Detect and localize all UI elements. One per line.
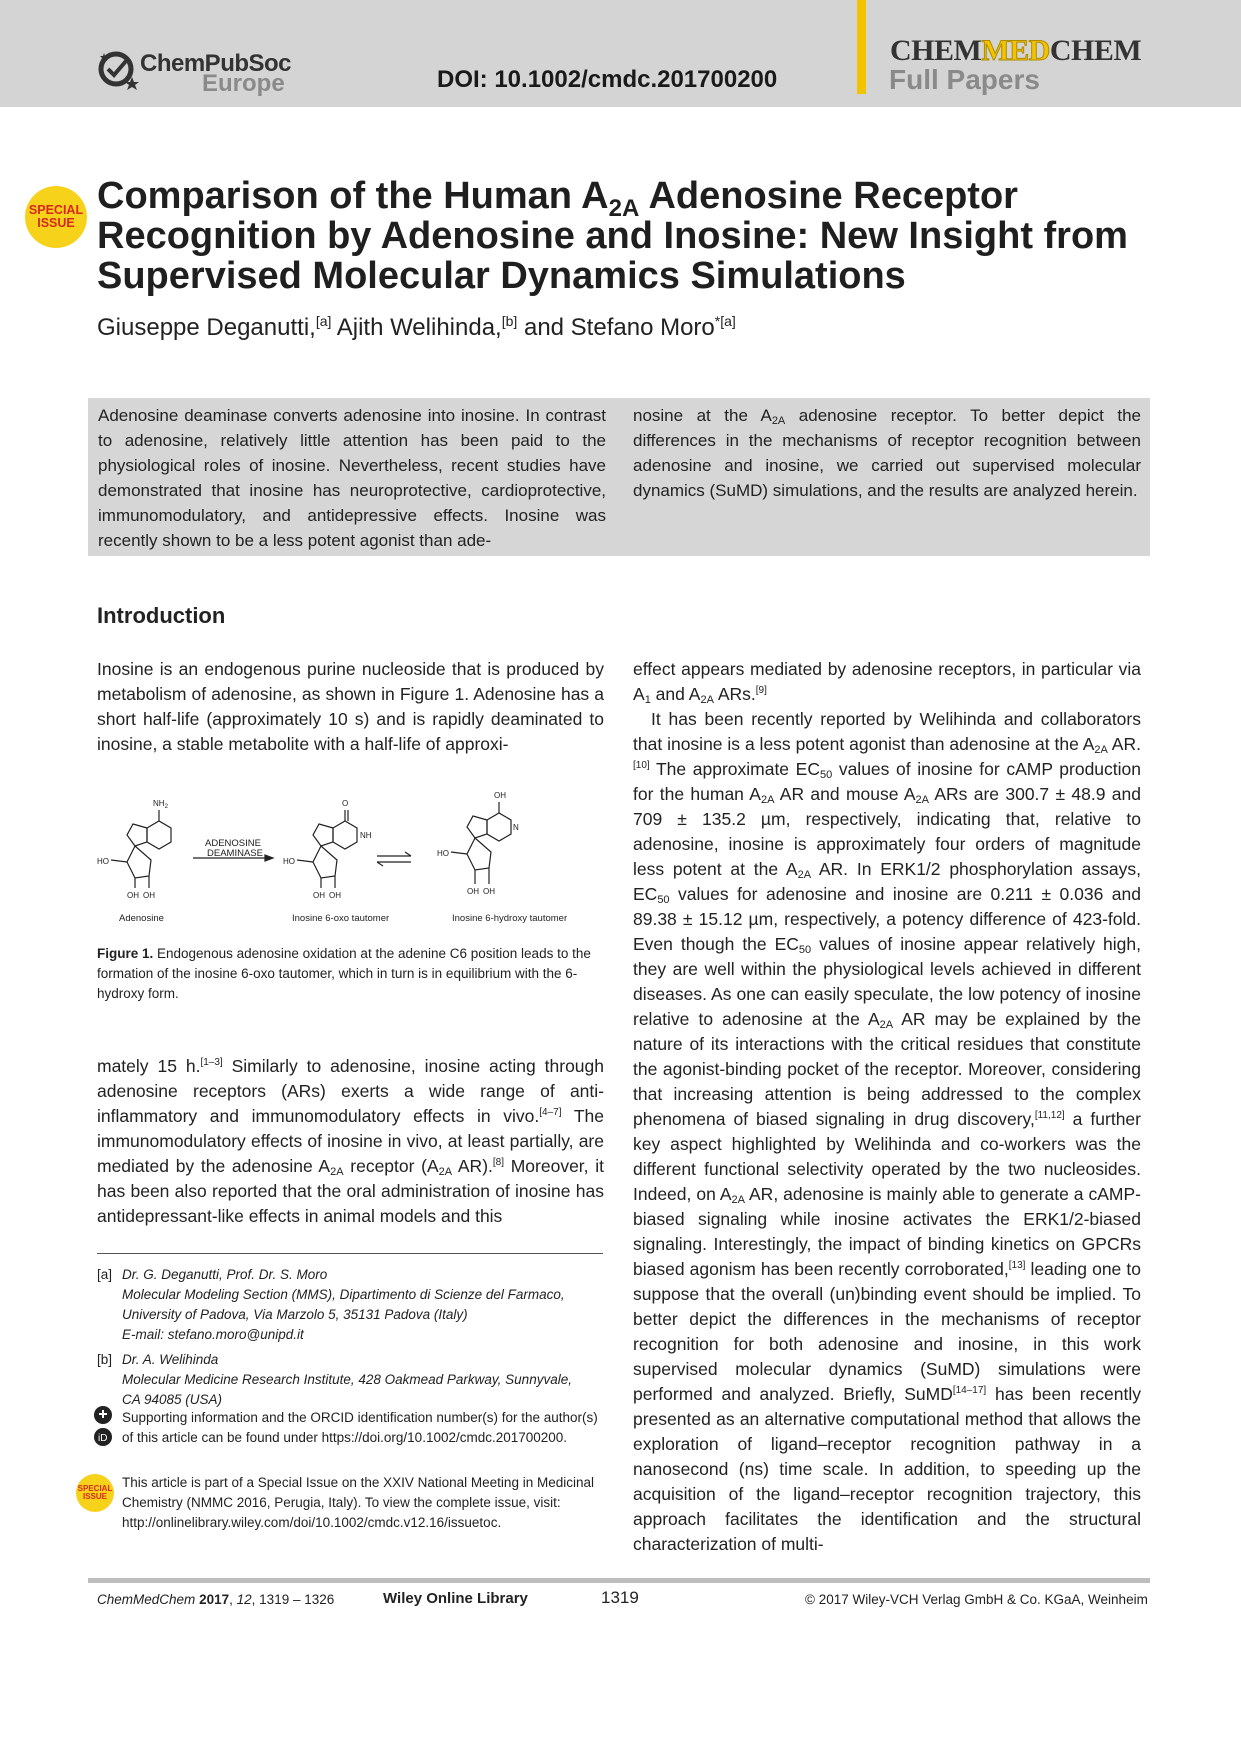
orcid-supporting-info-icon	[92, 1404, 114, 1448]
page-number: 1319	[601, 1588, 639, 1607]
body-col1-paragraph-2: mately 15 h.[1–3] Similarly to adenosine, inosine acting through adenosine receptors (ARs) exerts a wide range of anti-inflammatory and immunomodulatory effects in vivo.[4–7] The immunomodulatory effects of inosine in vivo, at least partially, are mediated by the adenosine $A_{2A}$ receptor ($A_{2A}$ AR).[8] Moreover, it has been also reported that the oral administration of inosine has antidepressant-like effects in animal models and this	[97, 1056, 605, 1226]
badge-line2: ISSUE	[37, 216, 75, 230]
special-issue-badge	[25, 186, 87, 248]
journal-name-part3: CHEM	[1049, 34, 1142, 67]
chempubsoc-logo-icon	[96, 47, 144, 91]
footnote-a-affiliation: Dr. G. Deganutti, Prof. Dr. S. Moro Molecular Modeling Section (MMS), Dipartimento di Scienze del Farmaco, University of Padova, Via Marzolo 5, 35131 Padova (Italy) E-mail: stefano.moro@unipd.it	[122, 1265, 604, 1345]
fig-atom-oh-1a: OH	[127, 891, 139, 900]
section-heading-introduction: Introduction	[97, 603, 226, 628]
fig-label-adenosine: Adenosine	[119, 913, 164, 924]
footnote-special-issue: This article is part of a Special Issue on the XXIV National Meeting in Medicinal Chemistry (NMMC 2016, Perugia, Italy). To view the complete issue, visit: http://onlinelibrary.wiley.com/doi/10.1002/cmdc.v12.16/issuetoc.	[122, 1475, 594, 1530]
doi[interactable]: DOI: 10.1002/cmdc.201700200	[437, 66, 778, 93]
figure-1-caption: Figure 1. Endogenous adenosine oxidation at the adenine C6 position leads to the formation of the inosine 6-oxo tautomer, which in turn is in equilibrium with the 6-hydroxy form.	[97, 946, 591, 1001]
fig-atom-oh-3b: OH	[483, 887, 495, 896]
journal-name-part2: MED	[981, 34, 1050, 67]
article-title	[97, 176, 1177, 296]
title-line2: Recognition by Adenosine and Inosine: New Insight from	[97, 215, 1128, 257]
abstract-right-column: nosine at the $A_{2A}$ adenosine receptor. To better depict the differences in the mechanisms of receptor recognition between adenosine and inosine, we carried out supervised molecular dynamics (SuMD) simulations, and the results are analyzed herein.	[633, 406, 1141, 500]
fig-atom-ho-2: HO	[283, 857, 295, 866]
footnote-rule	[97, 1253, 603, 1254]
fig-atom-ho-3: HO	[437, 849, 449, 858]
wiley-online-library-link[interactable]: Wiley Online Library	[383, 1590, 528, 1607]
body-col2-paragraph-2: It has been recently reported by Welihinda and collaborators that inosine is a less potent agonist than adenosine at the $A_{2A}$ AR.[10] The approximate $EC_{50}$ values of inosine for cAMP production for the human $A_{2A}$ AR and mouse $A_{2A}$ ARs are 300.7 ± 48.9 and 709 ± 135.2 µm, respectively, indicating that, relative to adenosine, inosine is approximately four orders of magnitude less potent at the $A_{2A}$ AR. In ERK1/2 phosphorylation assays, $EC_{50}$ values for adenosine and inosine are 0.211 ± 0.036 and 89.38 ± 15.12 µm, respectively, a potency difference of 423-fold. Even though the $EC_{50}$ values of inosine appear relatively high, they are well within the physiological levels achieved in different diseases. As one can easily speculate, the low potency of inosine relative to adenosine at the $A_{2A}$ AR may be explained by the nature of its interactions with the critical residues that constitute the agonist-binding pocket of the receptor. Moreover, considering that increasing attention is being addressed to the complex phenomena of biased signaling in drug discovery,[11,12] a further key aspect highlighted by Welihinda and co-workers was the different functional selectivity operated by the two nucleosides. Indeed, on $A_{2A}$ AR, adenosine is mainly able to generate a cAMP-biased signaling while inosine activates the ERK1/2-biased signaling. Interestingly, the impact of binding kinetics on GPCRs biased agonism has been recently corroborated,[13] leading one to suppose that the overall (un)binding event should be implied. To better depict the differences in the mechanisms of receptor recognition for both adenosine and inosine, in this work supervised molecular dynamics (SuMD) simulations were performed and analyzed. Briefly, SuMD[14–17] has been recently presented as an alternative computational method that allows the exploration of ligand–receptor recognition pathway in a nanosecond (ns) time scale. In addition, to speeding up the acquisition of the ligand–receptor recognition trajectory, this approach facilitates the identification and the structural characterization of multi-	[633, 709, 1141, 1554]
figure-1-scheme	[97, 788, 605, 928]
svg-text:iD: iD	[98, 1433, 108, 1444]
footnote-b-affiliation: Dr. A. Welihinda Molecular Medicine Research Institute, 428 Oakmead Parkway, Sunnyvale, CA 94085 (USA)	[122, 1352, 572, 1407]
fig-atom-oh-3a: OH	[467, 887, 479, 896]
title-line3: Supervised Molecular Dynamics Simulations	[97, 255, 906, 297]
author-1: Giuseppe Deganutti,	[97, 314, 316, 341]
fig-atom-oh-1b: OH	[143, 891, 155, 900]
author-2: Ajith Welihinda,	[331, 314, 502, 341]
abstract-left-column: Adenosine deaminase converts adenosine into inosine. In contrast to adenosine, relatively little attention has been paid to the physiological roles of inosine. Nevertheless, recent studies have demonstrated that inosine has neuroprotective, cardioprotective, immunomodulatory, and antidepressive effects. Inosine was recently shown to be a less potent agonist than ade-	[98, 406, 606, 550]
figure-1-caption-label: Figure 1.	[97, 946, 154, 961]
fig-atom-nh-oxo: NH	[360, 831, 372, 840]
body-col2-paragraph-1: effect appears mediated by adenosine receptors, in particular via $A_1$ and $A_{2A}$ ARs.[9]	[633, 659, 1141, 706]
author-list: Giuseppe Deganutti,[a] Ajith Welihinda,[b] and Stefano Moro$^{*[a]}$	[97, 313, 736, 341]
body-col2	[633, 657, 1141, 1557]
fig-atom-oh-2b: OH	[329, 891, 341, 900]
journal-accent-bar	[857, 0, 866, 94]
fig-atom-o-oxo: O	[342, 799, 349, 808]
fig-atom-ho-1: HO	[97, 857, 109, 866]
footer-copyright: © 2017 Wiley-VCH Verlag GmbH & Co. KGaA, Weinheim	[805, 1592, 1148, 1607]
fig-atom-n-hydroxy: N	[513, 823, 519, 832]
footnote-supporting-info: Supporting information and the ORCID identification number(s) for the author(s) of this article can be found under https://doi.org/10.1002/cmdc.201700200.	[122, 1410, 598, 1445]
badge-line1: SPECIAL	[28, 202, 84, 217]
author-3: and Stefano Moro	[517, 314, 715, 341]
fig-atom-oh-hydroxy: OH	[494, 791, 506, 800]
fig-arrow-label-1: ADENOSINE	[205, 838, 261, 849]
journal-name-part1: CHEM	[890, 34, 982, 67]
footer-rule	[88, 1578, 1150, 1583]
footer-citation: ChemMedChem 2017, 12, 1319 – 1326	[97, 1592, 335, 1607]
publisher-sub: Europe	[202, 70, 285, 97]
special-issue-footnote-badge: SPECIAL ISSUE	[76, 1474, 114, 1512]
title-line1: Comparison of the Human $A_{2A}$ Adenosine Receptor	[97, 175, 1018, 222]
footnote-b-mark: [b]	[97, 1352, 113, 1367]
fig-arrow-label-2: DEAMINASE	[207, 848, 263, 859]
footnote-a-mark: [a]	[97, 1267, 113, 1282]
publisher-name: ChemPubSoc	[140, 50, 292, 77]
fig-label-oxo: Inosine 6-oxo tautomer	[292, 913, 390, 924]
fig-atom-oh-2a: OH	[313, 891, 325, 900]
corresponding-email[interactable]: E-mail: stefano.moro@unipd.it	[122, 1327, 304, 1342]
article-section: Full Papers	[889, 64, 1040, 95]
journal-name	[890, 34, 1141, 68]
fig-atom-nh2: $NH_2$	[153, 799, 168, 810]
fig-label-hydroxy: Inosine 6-hydroxy tautomer	[452, 913, 568, 924]
body-col1-paragraph-1: Inosine is an endogenous purine nucleoside that is produced by metabolism of adenosine, as shown in Figure 1. Adenosine has a short half-life (approximately 10 s) and is rapidly deaminated to inosine, a stable metabolite with a half-life of approxi-	[97, 659, 604, 754]
